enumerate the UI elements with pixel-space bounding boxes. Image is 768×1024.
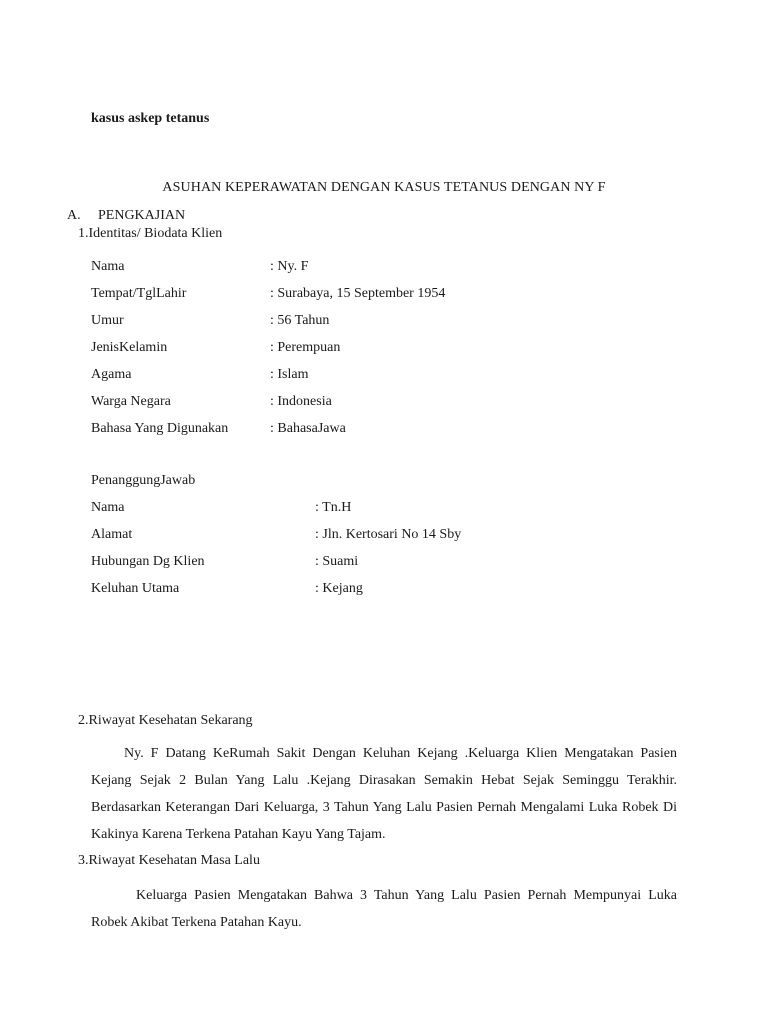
identitas-value-ttl: : Surabaya, 15 September 1954 [270, 286, 446, 301]
pj-label-alamat: Alamat [91, 527, 133, 542]
section-a-marker: A. [67, 208, 81, 223]
pj-label-hubungan: Hubungan Dg Klien [91, 554, 205, 569]
identitas-value-jenis-kelamin: : Perempuan [270, 340, 341, 355]
pj-value-hubungan: : Suami [315, 554, 359, 569]
identitas-value-warga-negara: : Indonesia [270, 394, 332, 409]
section-a-title: PENGKAJIAN [98, 208, 186, 223]
subsection-riwayat-masa-lalu-heading: 3.Riwayat Kesehatan Masa Lalu [78, 853, 260, 868]
identitas-value-agama: : Islam [270, 367, 309, 382]
riwayat-masa-lalu-paragraph [91, 882, 677, 936]
identitas-label-umur: Umur [91, 313, 124, 328]
pj-value-keluhan: : Kejang [315, 581, 363, 596]
subsection-identitas-heading: 1.Identitas/ Biodata Klien [78, 226, 223, 241]
identitas-label-bahasa: Bahasa Yang Digunakan [91, 421, 229, 436]
identitas-label-ttl: Tempat/TglLahir [91, 286, 187, 301]
riwayat-sekarang-paragraph [91, 740, 677, 848]
pj-value-nama: : Tn.H [315, 500, 352, 515]
pj-label-nama: Nama [91, 500, 125, 515]
document-title: kasus askep tetanus [91, 111, 210, 126]
penanggung-jawab-heading: PenanggungJawab [91, 473, 196, 488]
identitas-value-nama: : Ny. F [270, 259, 309, 274]
identitas-label-warga-negara: Warga Negara [91, 394, 171, 409]
identitas-label-jenis-kelamin: JenisKelamin [91, 340, 168, 355]
main-heading: ASUHAN KEPERAWATAN DENGAN KASUS TETANUS DENGAN NY F [162, 180, 606, 195]
subsection-riwayat-sekarang-heading: 2.Riwayat Kesehatan Sekarang [78, 713, 253, 728]
identitas-label-agama: Agama [91, 367, 132, 382]
pj-label-keluhan: Keluhan Utama [91, 581, 180, 596]
identitas-value-bahasa: : BahasaJawa [270, 421, 346, 436]
pj-value-alamat: : Jln. Kertosari No 14 Sby [315, 527, 462, 542]
identitas-label-nama: Nama [91, 259, 125, 274]
identitas-value-umur: : 56 Tahun [270, 313, 330, 328]
riwayat-masa-lalu-text: Keluarga Pasien Mengatakan Bahwa 3 Tahun Yang Lalu Pasien Pernah Mempunyai Luka Robek Akibat Terkena Patahan Kayu. [91, 888, 677, 930]
riwayat-sekarang-text: Ny. F Datang KeRumah Sakit Dengan Keluhan Kejang .Keluarga Klien Mengatakan Pasien Kejang Sejak 2 Bulan Yang Lalu .Kejang Dirasakan Semakin Hebat Sejak Seminggu Terakhir. Berdasarkan Keterangan Dari Keluarga, 3 Tahun Yang Lalu Pasien Pernah Mengalami Luka Robek Di Kakinya Karena Terkena Patahan Kayu Yang Tajam. [91, 746, 677, 842]
